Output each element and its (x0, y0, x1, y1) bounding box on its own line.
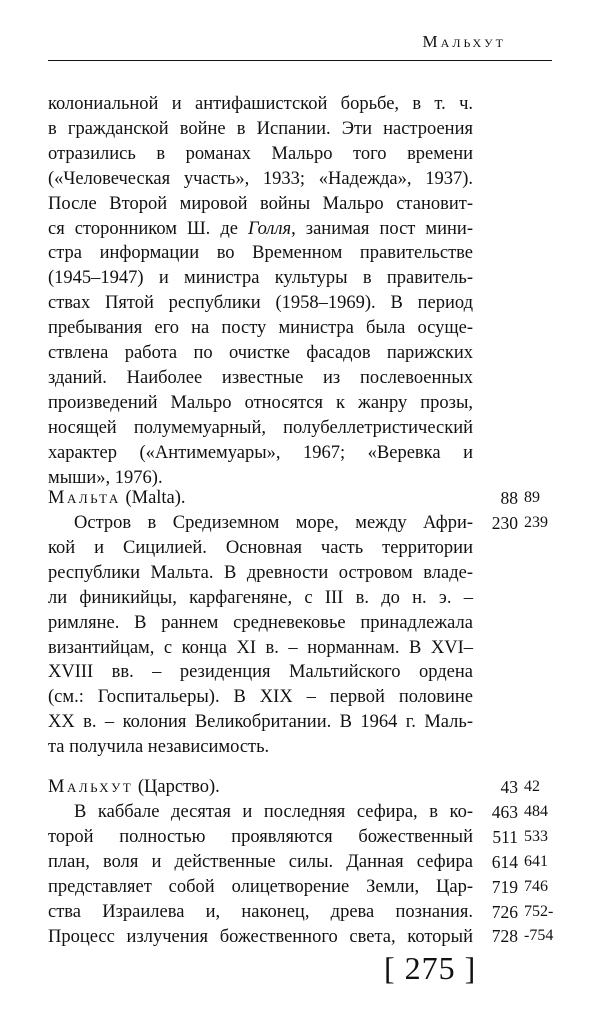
page-number: [ 275 ] (384, 950, 477, 986)
header-rule (48, 60, 552, 61)
text-line: Процесс излучения божественного света, который (48, 926, 473, 947)
page-ref: 88 (500, 488, 518, 508)
page-ref-row (478, 850, 560, 875)
headword-gloss: (Царство). (137, 777, 220, 797)
malta-page-refs (478, 486, 560, 536)
text-line: отразились в романах Мальро того времени (48, 143, 473, 164)
text-line: носящей полумемуарный, полубеллетристический (48, 417, 473, 438)
headword: Мальхут (48, 777, 134, 797)
page-ref-alt: 484 (524, 802, 548, 820)
page-ref-alt: 89 (524, 489, 540, 506)
text-line (48, 217, 473, 242)
text-line: XVIII вв. – резиденция Мальтийского ордена (48, 662, 473, 683)
text-line: колониальной и антифашистской борьбе, в т. ч. (48, 94, 473, 114)
text-fragment: , занимая пост мини- (291, 218, 473, 239)
text-line: ли финикийцы, карфагеняне, с III в. до н. э. – (48, 587, 473, 608)
malkhut-page-refs (478, 775, 560, 949)
malkhut-paragraph (48, 800, 473, 949)
page-ref-row (478, 825, 560, 850)
text-line: («Человеческая участь», 1933; «Надежда», 1937). (48, 168, 473, 189)
page-ref-alt: 641 (524, 852, 548, 870)
page-ref-row (478, 900, 560, 925)
page-ref: 728 (491, 926, 518, 947)
entry-heading-malkhut (48, 775, 220, 799)
text-line: та получила независимость. (48, 737, 270, 758)
text-line: республики Мальта. В древности островом владе- (48, 562, 473, 583)
text-line: ства Израилева и, наконец, древа познания. (48, 901, 473, 922)
text-line: Остров в Средиземном море, между Афри- (74, 513, 473, 533)
page-ref-row (478, 775, 560, 800)
page-ref: 511 (492, 826, 518, 847)
page-ref-alt: 746 (524, 877, 548, 895)
text-line: торой полностью проявляются божественный (48, 826, 473, 847)
page-ref: 726 (491, 901, 518, 922)
text-line: представляет собой олицетворение Земли, Цар- (48, 876, 473, 897)
text-line: В каббале десятая и последняя сефира, в ко- (74, 802, 473, 822)
text-line: византийцам, с конца XI в. – норманнам. В XVI– (48, 637, 473, 658)
page-ref-alt: 42 (524, 778, 540, 795)
text-line: После Второй мировой войны Мальро становит- (48, 193, 473, 214)
page-ref-row (478, 924, 560, 949)
page-ref-alt: -754 (524, 927, 554, 945)
page-ref-alt: 752- (524, 902, 554, 920)
text-line: (см.: Госпитальеры). В XIX – первой половине (48, 687, 473, 708)
page-ref-alt: 533 (524, 827, 548, 845)
text-line: ствах Пятой республики (1958–1969). В период (48, 293, 473, 314)
text-line: XX в. – колония Великобритании. В 1964 г. Маль- (48, 712, 473, 733)
text-line: зданий. Наиболее известные из послевоенных (48, 367, 473, 388)
text-line: кой и Сицилией. Основная часть территории (48, 537, 473, 558)
crossref-link[interactable]: Голля (248, 218, 292, 239)
entry-heading-malta (48, 486, 186, 510)
text-line: пребывания его на посту министра была осуще- (48, 318, 473, 339)
headword-gloss: (Malta). (125, 488, 186, 508)
malta-paragraph (48, 511, 473, 760)
page-ref: 43 (500, 777, 518, 797)
text-line: ствлена работа по очистке фасадов парижских (48, 343, 473, 364)
intro-paragraph (48, 92, 473, 491)
page-ref: 230 (491, 512, 518, 533)
page-ref: 463 (491, 801, 518, 822)
text-line: стра информации во Временном правительстве (48, 243, 473, 264)
page-ref: 719 (491, 876, 518, 897)
headword: Мальта (48, 488, 121, 508)
page-ref-row (478, 800, 560, 825)
text-line: характер («Антимемуары», 1967; «Веревка и (48, 442, 473, 463)
text-line: план, воля и действенные силы. Данная сефира (48, 851, 473, 872)
text-line: произведений Мальро относятся к жанру прозы, (48, 392, 473, 413)
text-line: в гражданской войне в Испании. Эти настроения (48, 118, 473, 139)
page-ref-alt: 239 (524, 513, 548, 531)
text-line: римляне. В раннем средневековье принадлежала (48, 612, 473, 633)
text-line: мыши», 1976). (48, 467, 163, 488)
page-ref-row (478, 486, 560, 511)
text-fragment: ся сторонником Ш. де (48, 218, 249, 239)
page-ref: 614 (491, 851, 518, 872)
page-ref-row (478, 511, 560, 536)
text-line: (1945–1947) и министра культуры в правитель- (48, 268, 473, 289)
running-header: Мальхут (422, 32, 506, 51)
page-ref-row (478, 875, 560, 900)
